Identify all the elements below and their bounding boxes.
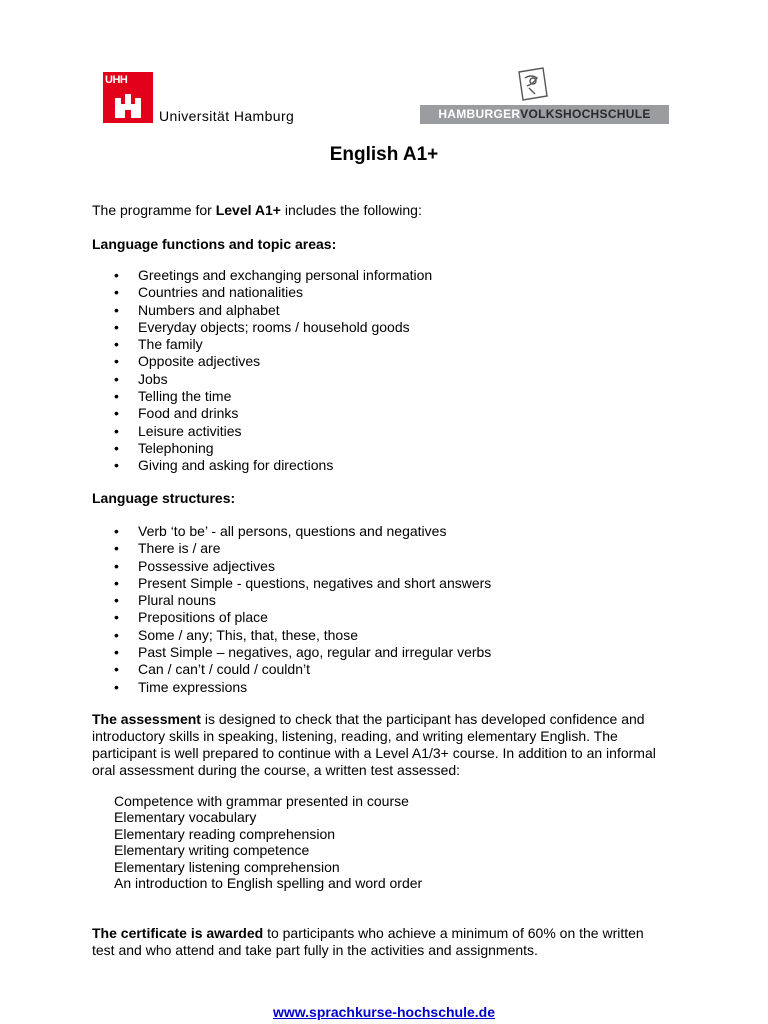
vhs-logo <box>420 66 669 126</box>
list-item: • Countries and nationalities <box>92 284 432 301</box>
list-item: • Opposite adjectives <box>92 353 432 370</box>
page-title: English A1+ <box>329 144 439 165</box>
list-item: Elementary writing competence <box>114 842 310 859</box>
list-item: • Time expressions <box>92 679 491 696</box>
assessment-bold: The assessment <box>92 711 201 727</box>
assessment-line-2: introductory skills in speaking, listening, reading, and writing elementary English. The <box>92 728 618 744</box>
list-item: • Can / can’t / could / couldn’t <box>92 661 491 678</box>
list-item: • Telephoning <box>92 440 432 457</box>
assessment-list <box>114 793 422 891</box>
certificate-line-1: to participants who achieve a minimum of 60% on the written <box>263 925 644 941</box>
intro-before: The programme for <box>92 202 216 218</box>
list-item: • There is / are <box>92 540 491 557</box>
list-item: • Possessive adjectives <box>92 558 491 575</box>
certificate-bold: The certificate is awarded <box>92 925 264 941</box>
vhs-logo-word1: HAMBURGER <box>438 107 521 121</box>
uhh-logo-mark <box>103 72 153 123</box>
list-item: Elementary listening comprehension <box>114 858 340 875</box>
uhh-logo-letters: UHH <box>105 74 128 86</box>
vhs-logo-bar <box>420 105 669 124</box>
structures-list <box>92 523 491 696</box>
list-item: • Food and drinks <box>92 405 432 422</box>
functions-heading: Language functions and topic areas: <box>92 236 337 252</box>
list-item: Competence with grammar presented in course <box>114 793 409 809</box>
intro-level: Level A1+ <box>215 202 281 218</box>
list-item: • Plural nouns <box>92 592 491 609</box>
uhh-logo-name: Universität Hamburg <box>159 108 295 124</box>
uhh-logo <box>103 72 317 128</box>
intro-paragraph <box>92 202 422 219</box>
list-item: • The family <box>92 336 432 353</box>
structures-heading: Language structures: <box>92 490 236 506</box>
list-item: • Everyday objects; rooms / household goods <box>92 319 432 336</box>
vhs-figure-icon <box>513 66 553 104</box>
list-item: • Jobs <box>92 371 432 388</box>
vhs-logo-word2: VOLKSHOCHSCHULE <box>520 107 651 121</box>
assessment-line-1: is designed to check that the participant has developed confidence and <box>200 711 645 727</box>
list-item: • Verb ‘to be’ - all persons, questions and negatives <box>92 523 491 540</box>
list-item: • Numbers and alphabet <box>92 302 432 319</box>
list-item: Elementary reading comprehension <box>114 825 336 842</box>
functions-list <box>92 267 432 475</box>
list-item: • Prepositions of place <box>92 609 491 626</box>
list-item: • Past Simple – negatives, ago, regular and irregular verbs <box>92 644 491 661</box>
list-item: An introduction to English spelling and word order <box>114 875 423 892</box>
list-item: • Present Simple - questions, negatives and short answers <box>92 575 491 592</box>
certificate-paragraph <box>92 925 644 959</box>
assessment-line-3: participant is well prepared to continue with a Level A1/3+ course. In addition to an informal <box>92 745 656 761</box>
footer-link[interactable]: www.sprachkurse-hochschule.de <box>273 1004 495 1020</box>
list-item: • Greetings and exchanging personal information <box>92 267 432 284</box>
list-item: • Telling the time <box>92 388 432 405</box>
assessment-line-4: oral assessment during the course, a written test assessed: <box>92 762 461 778</box>
certificate-line-2: test and who attend and take part fully in the activities and assignments. <box>92 942 538 958</box>
assessment-paragraph <box>92 711 656 779</box>
list-item: • Some / any; This, that, these, those <box>92 627 491 644</box>
intro-after: includes the following: <box>280 202 422 218</box>
list-item: • Giving and asking for directions <box>92 457 432 474</box>
list-item: • Leisure activities <box>92 423 432 440</box>
castle-icon <box>111 94 145 120</box>
list-item: Elementary vocabulary <box>114 809 257 826</box>
